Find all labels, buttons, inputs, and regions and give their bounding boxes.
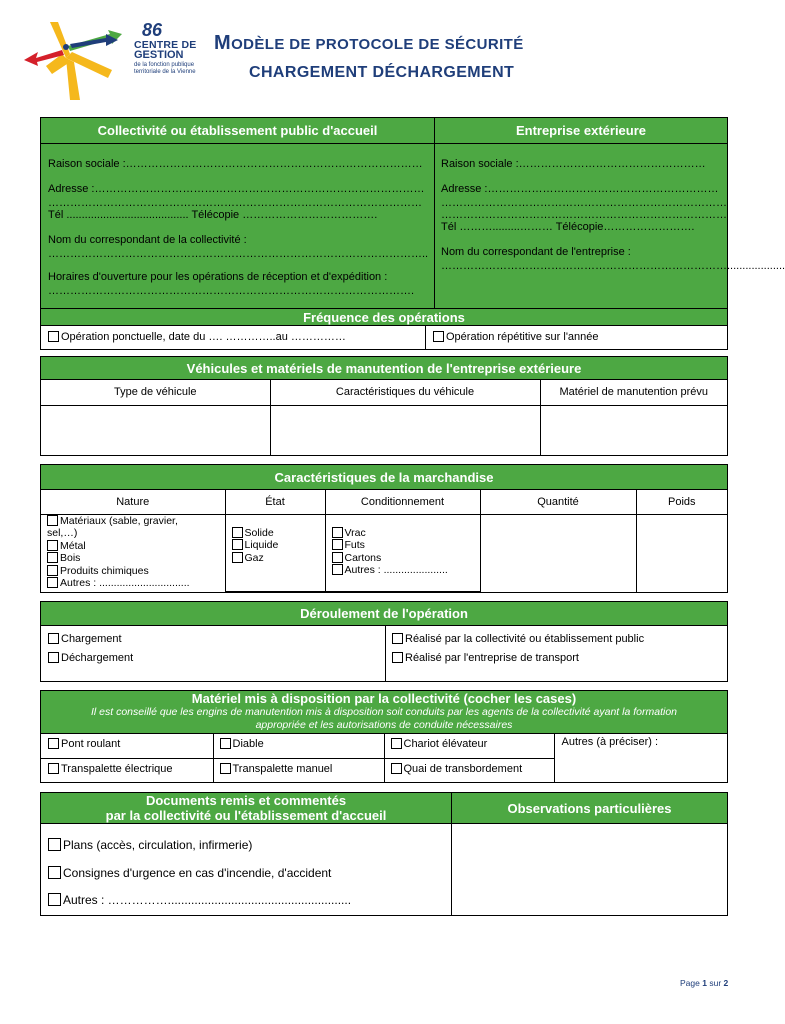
- frequence-header: Fréquence des opérations: [41, 308, 727, 326]
- document-title-line1: MODÈLE DE PROTOCOLE DE SÉCURITÉ: [214, 32, 524, 54]
- documents-section: [40, 792, 728, 916]
- checkbox[interactable]: [391, 763, 402, 774]
- cond-autres[interactable]: Autres : ......................: [332, 564, 480, 577]
- operation-repetitive-checkbox[interactable]: [433, 331, 444, 342]
- doc-autres-option[interactable]: Autres : …………….......................................................: [48, 893, 448, 907]
- collectivite-tel-telecopie[interactable]: Tél ........................................ Télécopie ……………………………….: [48, 209, 378, 221]
- checkbox[interactable]: [48, 838, 61, 851]
- realise-collectivite-option[interactable]: Réalisé par la collectivité ou établissement public: [392, 633, 644, 645]
- horaires-label: Horaires d'ouverture pour les opérations de réception et d'expédition :: [48, 271, 388, 283]
- logo-number: 86: [142, 20, 163, 40]
- materiel-header: [41, 691, 727, 734]
- transpalette-electrique-cell[interactable]: Transpalette électrique: [41, 758, 213, 782]
- entreprise-adresse-2[interactable]: ……………………………………………………………………: [441, 197, 727, 209]
- nature-materiaux[interactable]: Matériaux (sable, gravier,: [47, 515, 225, 528]
- nature-bois[interactable]: Bois: [47, 552, 225, 565]
- checkbox[interactable]: [332, 552, 343, 563]
- horaires-field[interactable]: ……………………………………………………………………………………….: [48, 285, 415, 297]
- cond-cartons[interactable]: Cartons: [332, 552, 480, 565]
- deroulement-section: [40, 601, 728, 682]
- logo-line2: GESTION: [134, 49, 184, 61]
- collectivite-adresse[interactable]: Adresse :………………………………………………………………………………: [48, 183, 425, 195]
- nature-autres[interactable]: Autres : ...............................: [47, 577, 225, 590]
- materiel-note-line1: Il est conseillé que les engins de manutention mis à disposition soit conduits par les agents de la collectivité ayant la formation: [91, 706, 677, 718]
- document-title-line2: CHARGEMENT DÉCHARGEMENT: [249, 64, 515, 81]
- conditionnement-cell: [325, 514, 480, 592]
- logo-line4: territoriale de la Vienne: [134, 69, 196, 75]
- materiel-section: [40, 690, 728, 783]
- operation-ponctuelle-option[interactable]: Opération ponctuelle, date du …. …………..au ……………: [48, 331, 418, 343]
- realise-collectivite-checkbox[interactable]: [392, 633, 403, 644]
- materiel-table: [41, 734, 727, 782]
- checkbox[interactable]: [220, 738, 231, 749]
- col-nature: Nature: [41, 490, 225, 514]
- logo-line1: CENTRE DE: [134, 39, 197, 51]
- observations-header: Observations particulières: [452, 793, 727, 824]
- marchandise-table: [41, 490, 727, 592]
- etat-gaz[interactable]: Gaz: [232, 552, 325, 565]
- doc-plans-option[interactable]: Plans (accès, circulation, infirmerie): [48, 838, 252, 852]
- checkbox[interactable]: [232, 552, 243, 563]
- cond-futs[interactable]: Futs: [332, 539, 480, 552]
- vehicules-section: [40, 356, 728, 456]
- operation-repetitive-option[interactable]: Opération répétitive sur l'année: [433, 331, 723, 343]
- entreprise-adresse-3[interactable]: ……………………………………………………………………: [441, 209, 727, 221]
- dechargement-option[interactable]: Déchargement: [48, 652, 133, 664]
- materiel-title: Matériel mis à disposition par la collectivité (cocher les cases): [191, 691, 577, 706]
- collectivite-adresse-2[interactable]: …………………………………………………………………………………………: [48, 197, 422, 209]
- collectivite-correspondant[interactable]: …………………………………………………………………………………………..: [48, 248, 429, 260]
- chargement-option[interactable]: Chargement: [48, 633, 122, 645]
- checkbox[interactable]: [391, 738, 402, 749]
- deroulement-divider: [385, 626, 386, 681]
- nature-cell: [41, 514, 225, 592]
- checkbox[interactable]: [48, 893, 61, 906]
- checkbox[interactable]: [47, 552, 58, 563]
- diable-cell[interactable]: Diable: [213, 734, 384, 758]
- identification-section: [40, 117, 785, 350]
- materiel-manutention-cell[interactable]: [540, 405, 727, 455]
- marchandise-header: Caractéristiques de la marchandise: [41, 465, 727, 490]
- checkbox[interactable]: [47, 577, 58, 588]
- column-divider: [434, 144, 435, 315]
- marchandise-section: [40, 464, 728, 593]
- entreprise-correspondant-label: Nom du correspondant de l'entreprise :: [441, 246, 631, 258]
- etat-solide[interactable]: Solide: [232, 527, 325, 540]
- documents-header: Documents remis et commentés par la collectivité ou l'établissement d'accueil: [41, 793, 452, 824]
- caracteristiques-vehicule-cell[interactable]: [270, 405, 540, 455]
- operation-ponctuelle-checkbox[interactable]: [48, 331, 59, 342]
- collectivite-correspondant-label: Nom du correspondant de la collectivité :: [48, 234, 247, 246]
- realise-entreprise-option[interactable]: Réalisé par l'entreprise de transport: [392, 652, 579, 664]
- checkbox[interactable]: [332, 527, 343, 538]
- checkbox[interactable]: [332, 564, 343, 575]
- col-quantite: Quantité: [480, 490, 636, 514]
- col-conditionnement: Conditionnement: [325, 490, 480, 514]
- observations-field[interactable]: [452, 824, 727, 915]
- col-etat: État: [225, 490, 325, 514]
- vehicules-header: Véhicules et matériels de manutention de l'entreprise extérieure: [41, 357, 727, 380]
- checkbox[interactable]: [47, 515, 58, 526]
- cond-vrac[interactable]: Vrac: [332, 527, 480, 540]
- poids-cell[interactable]: [636, 514, 727, 592]
- chargement-checkbox[interactable]: [48, 633, 59, 644]
- checkbox[interactable]: [48, 763, 59, 774]
- logo-line3: de la fonction publique: [134, 62, 195, 68]
- col-type-vehicule: Type de véhicule: [41, 380, 270, 405]
- entreprise-correspondant[interactable]: ……………………………………………………………………...................: [441, 260, 785, 272]
- autres-preciser-cell[interactable]: Autres (à préciser) :: [554, 734, 727, 782]
- dechargement-checkbox[interactable]: [48, 652, 59, 663]
- nature-produits-chimiques[interactable]: Produits chimiques: [47, 565, 225, 578]
- collectivite-header: Collectivité ou établissement public d'accueil: [41, 118, 435, 144]
- quantite-cell[interactable]: [480, 514, 636, 592]
- checkbox[interactable]: [220, 763, 231, 774]
- entreprise-adresse[interactable]: Adresse :………………………………………………………: [441, 183, 719, 195]
- cdg86-logo: [22, 18, 197, 102]
- checkbox[interactable]: [232, 539, 243, 550]
- doc-consignes-option[interactable]: Consignes d'urgence en cas d'incendie, d'accident: [48, 866, 331, 880]
- type-vehicule-cell[interactable]: [41, 405, 270, 455]
- col-poids: Poids: [636, 490, 727, 514]
- entreprise-tel-telecopie[interactable]: Tél ……….........……… Télécopie…………………….: [441, 221, 695, 233]
- deroulement-header: Déroulement de l'opération: [41, 602, 727, 626]
- vehicules-table: [41, 380, 727, 455]
- checkbox[interactable]: [47, 565, 58, 576]
- entreprise-header: Entreprise extérieure: [435, 118, 727, 144]
- etat-cell: [225, 514, 325, 592]
- checkbox[interactable]: [47, 540, 58, 551]
- checkbox[interactable]: [48, 866, 61, 879]
- col-caracteristiques-vehicule: Caractéristiques du véhicule: [270, 380, 540, 405]
- collectivite-raison-sociale[interactable]: Raison sociale :………………………………………………………………………: [48, 158, 423, 170]
- nature-materiaux-cont: sel,…): [47, 527, 78, 539]
- checkbox[interactable]: [332, 539, 343, 550]
- frequence-divider: [425, 326, 426, 349]
- materiel-note-line2: appropriée et les autorisations de conduite nécessaires: [255, 719, 513, 731]
- chariot-cell[interactable]: Chariot élévateur: [384, 734, 554, 758]
- checkbox[interactable]: [48, 738, 59, 749]
- nature-metal[interactable]: Métal: [47, 540, 225, 553]
- entreprise-raison-sociale[interactable]: Raison sociale :……………………………………………: [441, 158, 706, 170]
- etat-liquide[interactable]: Liquide: [232, 539, 325, 552]
- quai-cell[interactable]: Quai de transbordement: [384, 758, 554, 782]
- col-materiel-manutention: Matériel de manutention prévu: [540, 380, 727, 405]
- pont-roulant-cell[interactable]: Pont roulant: [41, 734, 213, 758]
- frequence-row: [41, 326, 727, 349]
- realise-entreprise-checkbox[interactable]: [392, 652, 403, 663]
- page-indicator: Page 1 sur 2: [680, 978, 729, 988]
- checkbox[interactable]: [232, 527, 243, 538]
- transpalette-manuel-cell[interactable]: Transpalette manuel: [213, 758, 384, 782]
